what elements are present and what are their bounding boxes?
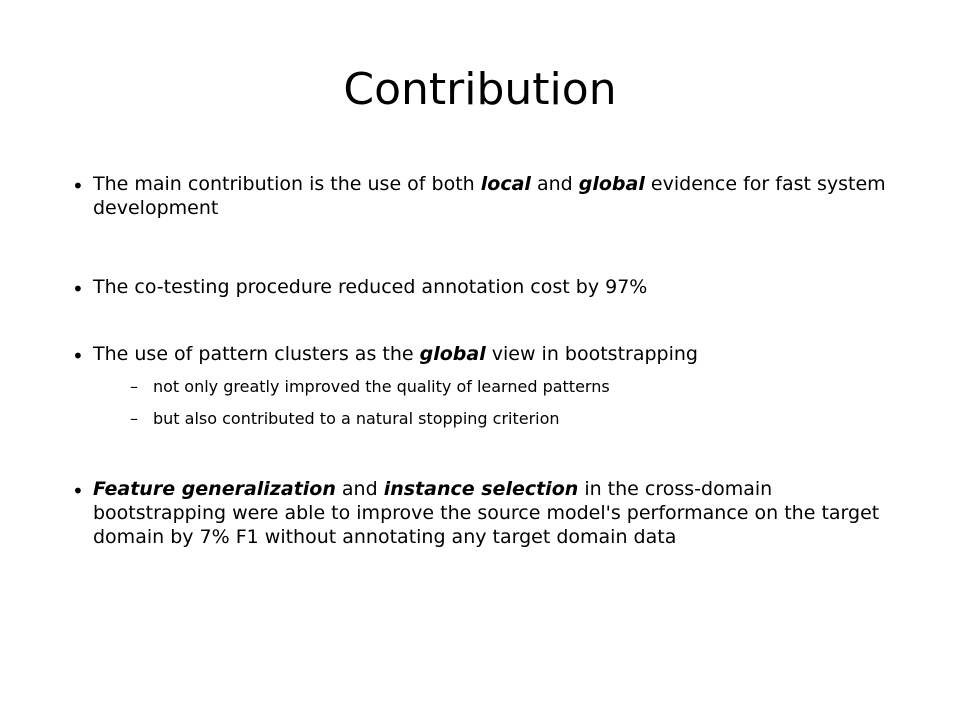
bullet-marker: •	[72, 479, 84, 503]
emphasis-global: global	[578, 173, 645, 195]
text-run: and	[335, 478, 384, 500]
bullet-marker: •	[72, 174, 84, 198]
sub-bullet-marker: –	[130, 409, 138, 428]
bullet-text	[93, 342, 893, 366]
emphasis-feature-generalization: Feature generalization	[93, 478, 336, 500]
emphasis-instance-selection: instance selection	[383, 478, 579, 500]
slide-title: Contribution	[343, 64, 617, 115]
text-run: view in bootstrapping	[485, 343, 698, 365]
sub-bullet-text: but also contributed to a natural stopping criterion	[153, 409, 560, 428]
text-run: and	[530, 173, 579, 195]
text-run: in the cross-domain bootstrapping were able to improve the source model's performance on the target domain by 7% F1 without annotating any target domain data	[93, 478, 880, 548]
bullet-marker: •	[72, 344, 84, 368]
emphasis-local: local	[480, 173, 531, 195]
bullet-marker: •	[72, 277, 84, 301]
bullet-text	[93, 172, 893, 220]
bullet-text	[93, 477, 893, 549]
text-run: The main contribution is the use of both	[93, 173, 481, 195]
sub-bullet-marker: –	[130, 377, 138, 396]
bullet-text: The co-testing procedure reduced annotation cost by 97%	[93, 276, 648, 298]
text-run: The use of pattern clusters as the	[93, 343, 420, 365]
text-run: evidence for fast system development	[93, 173, 886, 219]
sub-bullet-text: not only greatly improved the quality of learned patterns	[153, 377, 610, 396]
emphasis-global: global	[419, 343, 486, 365]
